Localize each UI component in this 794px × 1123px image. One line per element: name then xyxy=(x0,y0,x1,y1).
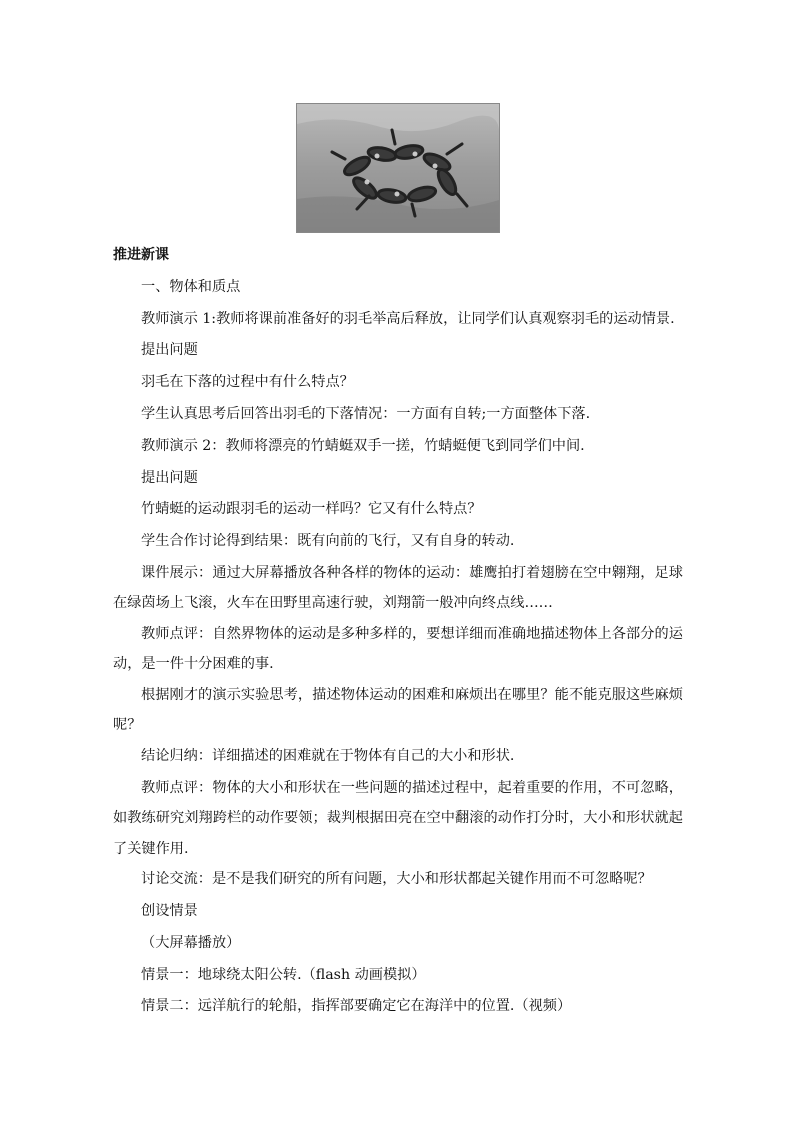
paragraph: 情景二：远洋航行的轮船，指挥部要确定它在海洋中的位置.（视频） xyxy=(141,998,572,1015)
lesson-text xyxy=(113,240,683,1023)
section-heading: 推进新课 xyxy=(113,247,169,263)
paragraph: 教师演示 2：教师将漂亮的竹蜻蜓双手一搓，竹蜻蜓便飞到同学们中间. xyxy=(141,437,585,454)
subsection-heading: 一、物体和质点 xyxy=(141,278,241,295)
skydivers-formation-photo xyxy=(296,103,500,233)
paragraph: 学生合作讨论得到结果：既有向前的飞行，又有自身的转动. xyxy=(141,533,515,550)
paragraph: 情景一：地球绕太阳公转.（flash 动画模拟） xyxy=(141,966,426,983)
paragraph: （大屏幕播放） xyxy=(141,934,241,951)
paragraph: 提出问题 xyxy=(141,469,198,486)
paragraph: 竹蜻蜓的运动跟羽毛的运动一样吗？它又有什么特点？ xyxy=(141,501,482,518)
paragraph: 结论归纳：详细描述的困难就在于物体有自己的大小和形状. xyxy=(141,747,515,764)
photo-graphic xyxy=(297,104,499,232)
paragraph: 教师点评：物体的大小和形状在一些问题的描述过程中，起着重要的作用，不可忽略，如教练研究刘翔跨栏的动作要领；裁判根据田亮在空中翻滚的动作打分时，大小和形状就起了关键作用. xyxy=(113,779,683,857)
paragraph: 创设情景 xyxy=(141,903,198,920)
paragraph: 教师演示 1:教师将课前准备好的羽毛举高后释放，让同学们认真观察羽毛的运动情景. xyxy=(141,310,675,327)
paragraph: 课件展示：通过大屏幕播放各种各样的物体的运动：雄鹰拍打着翅膀在空中翱翔，足球在绿茵场上飞滚，火车在田野里高速行驶，刘翔箭一般冲向终点线…… xyxy=(113,564,683,612)
paragraph: 羽毛在下落的过程中有什么特点？ xyxy=(141,374,354,391)
paragraph: 学生认真思考后回答出羽毛的下落情况：一方面有自转;一方面整体下落. xyxy=(141,405,591,422)
paragraph: 提出问题 xyxy=(141,342,198,359)
paragraph: 讨论交流：是不是我们研究的所有问题，大小和形状都起关键作用而不可忽略呢？ xyxy=(141,871,652,888)
paragraph: 教师点评：自然界物体的运动是多种多样的，要想详细而准确地描述物体上各部分的运动，是一件十分困难的事. xyxy=(113,625,683,673)
paragraph: 根据刚才的演示实验思考，描述物体运动的困难和麻烦出在哪里？能不能克服这些麻烦呢？ xyxy=(113,686,683,734)
